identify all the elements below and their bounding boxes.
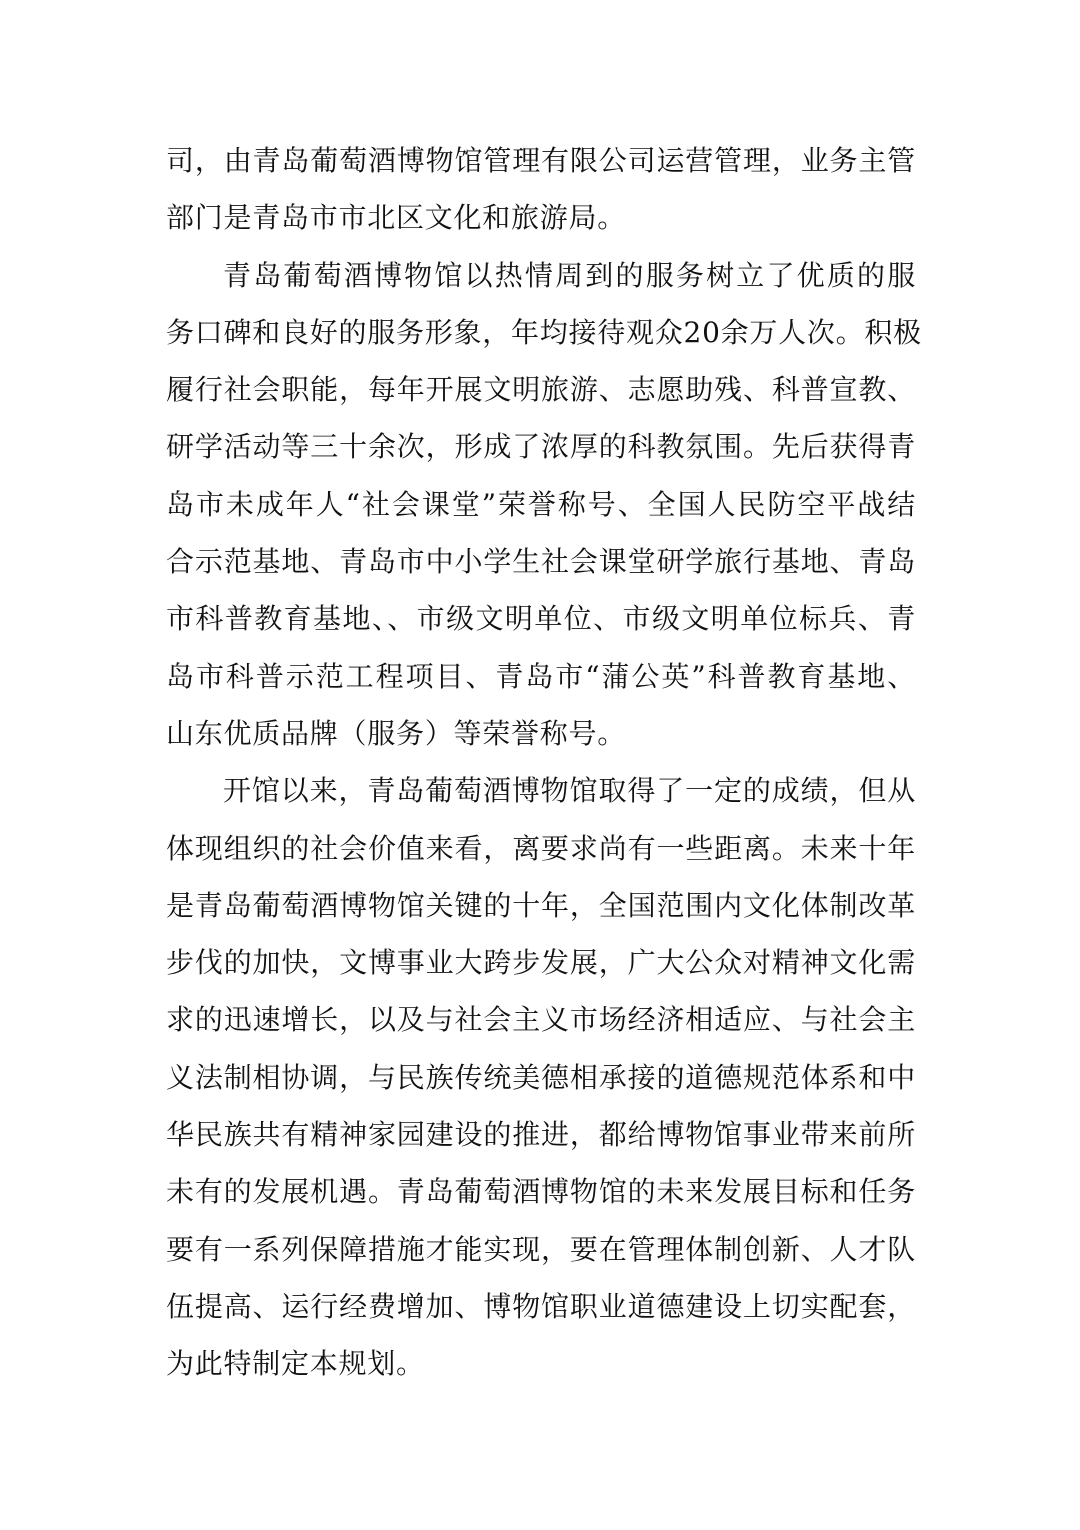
text-line: 岛市科普示范工程项目、青岛市“蒲公英”科普教育基地、 <box>166 659 916 693</box>
text-line: 市科普教育基地、、市级文明单位、市级文明单位标兵、青 <box>166 602 916 636</box>
text-line: 山东优质品牌（服务）等荣誉称号。 <box>166 716 627 750</box>
text-line: 研学活动等三十余次，形成了浓厚的科教氛围。先后获得青 <box>166 430 916 464</box>
text-line: 合示范基地、青岛市中小学生社会课堂研学旅行基地、青岛 <box>166 545 916 579</box>
text-line: 青岛葡萄酒博物馆以热情周到的服务树立了优质的服 <box>223 258 916 292</box>
text-line: 岛市未成年人“社会课堂”荣誉称号、全国人民防空平战结 <box>166 487 916 521</box>
text-line: 开馆以来，青岛葡萄酒博物馆取得了一定的成绩，但从 <box>223 774 916 808</box>
text-line: 履行社会职能，每年开展文明旅游、志愿助残、科普宣教、 <box>166 373 916 407</box>
text-line: 司，由青岛葡萄酒博物馆管理有限公司运营管理，业务主管 <box>166 144 916 177</box>
paragraph-1 <box>166 132 916 247</box>
text-line: 体现组织的社会价值来看，离要求尚有一些距离。未来十年 <box>166 831 916 865</box>
text-line: 未有的发展机遇。青岛葡萄酒博物馆的未来发展目标和任务 <box>166 1175 916 1209</box>
text-line: 要有一系列保障措施才能实现，要在管理体制创新、人才队 <box>166 1232 916 1266</box>
text-line: 步伐的加快，文博事业大跨步发展，广大公众对精神文化需 <box>166 946 916 980</box>
paragraph-2 <box>166 247 922 763</box>
text-line: 伍提高、运行经费增加、博物馆职业道德建设上切实配套， <box>166 1289 916 1323</box>
body-text <box>166 132 922 1393</box>
paragraph-3 <box>166 762 916 1392</box>
text-line: 求的迅速增长，以及与社会主义市场经济相适应、与社会主 <box>166 1003 916 1037</box>
text-line: 务口碑和良好的服务形象，年均接待观众20余万人次。积极 <box>166 315 922 349</box>
text-line: 部门是青岛市市北区文化和旅游局。 <box>166 201 627 235</box>
text-line: 为此特制定本规划。 <box>166 1347 425 1381</box>
text-line: 华民族共有精神家园建设的推进，都给博物馆事业带来前所 <box>166 1118 916 1152</box>
text-line: 义法制相协调，与民族传统美德相承接的道德规范体系和中 <box>166 1060 916 1094</box>
text-line: 是青岛葡萄酒博物馆关键的十年，全国范围内文化体制改革 <box>166 888 916 922</box>
